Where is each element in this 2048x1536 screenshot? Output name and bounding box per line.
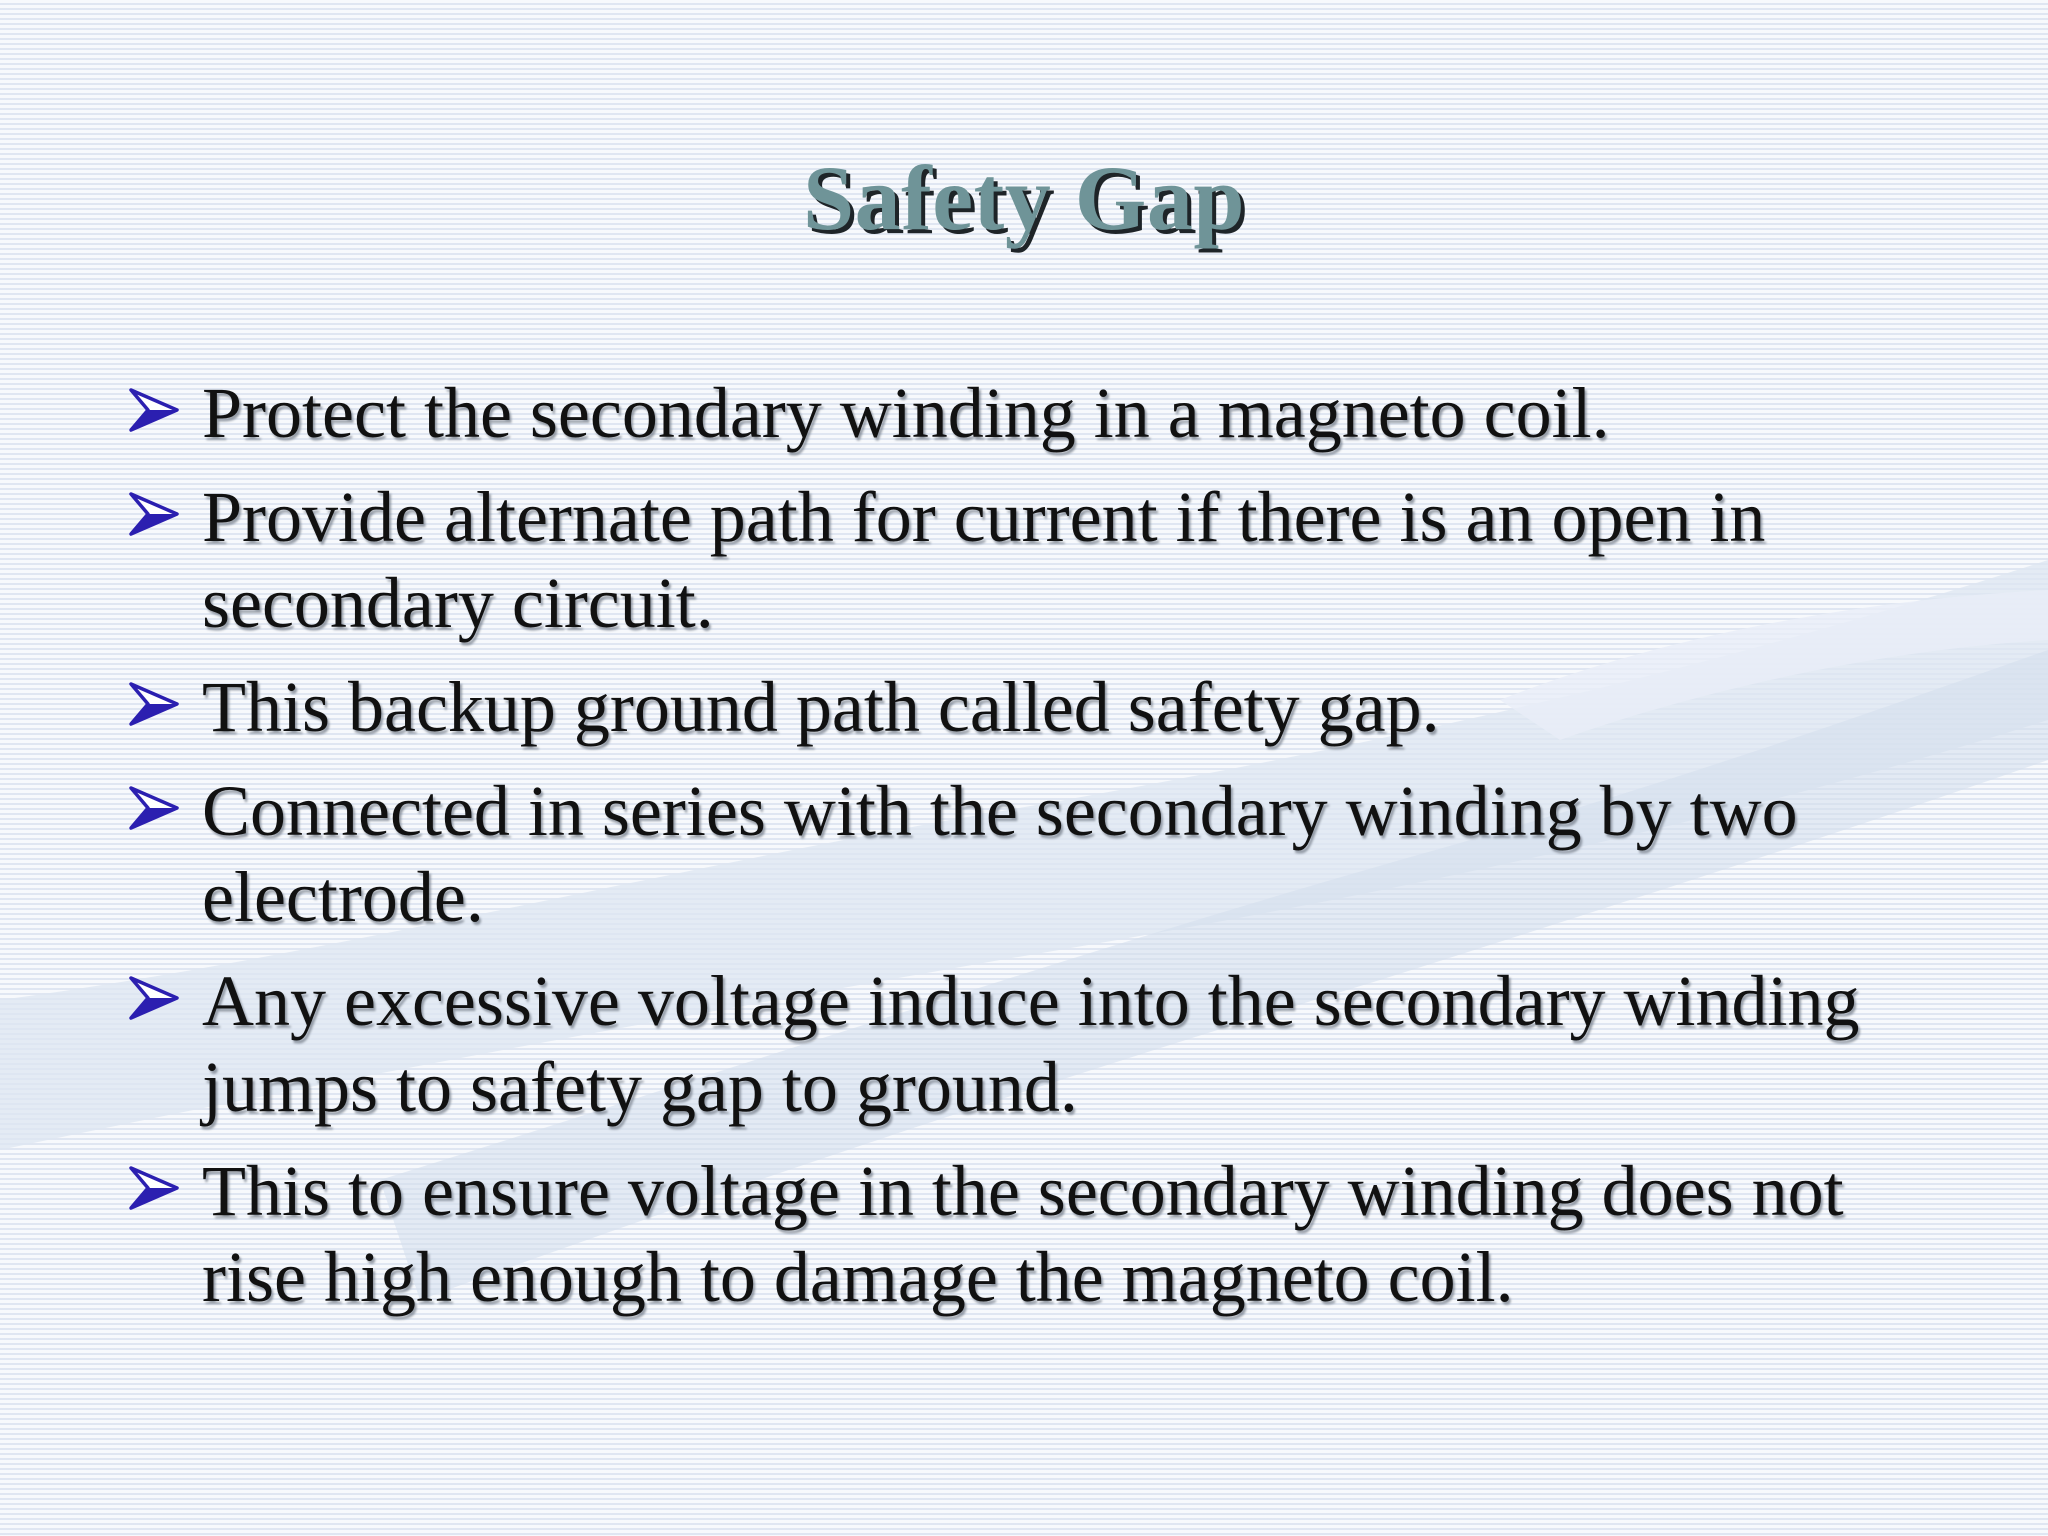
bullet-text: Any excessive voltage induce into the secondary winding jumps to safety gap to ground. bbox=[202, 961, 1860, 1127]
arrow-bullet-icon bbox=[128, 386, 180, 434]
bullet-text: Protect the secondary winding in a magneto coil. bbox=[202, 373, 1610, 453]
arrow-bullet-icon bbox=[128, 490, 180, 538]
slide-title: Safety Gap bbox=[803, 147, 1245, 249]
bullet-text: This to ensure voltage in the secondary winding does not rise high enough to damage the magneto coil. bbox=[202, 1151, 1844, 1317]
bullet-item bbox=[128, 1148, 1928, 1320]
bullet-item bbox=[128, 474, 1928, 646]
bullet-item bbox=[128, 664, 1928, 750]
arrow-bullet-icon bbox=[128, 784, 180, 832]
arrow-bullet-icon bbox=[128, 1164, 180, 1212]
bullet-list bbox=[128, 370, 1928, 1338]
bullet-text: Provide alternate path for current if there is an open in secondary circuit. bbox=[202, 477, 1766, 643]
arrow-bullet-icon bbox=[128, 974, 180, 1022]
bullet-item bbox=[128, 958, 1928, 1130]
arrow-bullet-icon bbox=[128, 680, 180, 728]
bullet-item bbox=[128, 370, 1928, 456]
bullet-item bbox=[128, 768, 1928, 940]
bullet-text: This backup ground path called safety gap. bbox=[202, 667, 1440, 747]
bullet-text: Connected in series with the secondary winding by two electrode. bbox=[202, 771, 1798, 937]
